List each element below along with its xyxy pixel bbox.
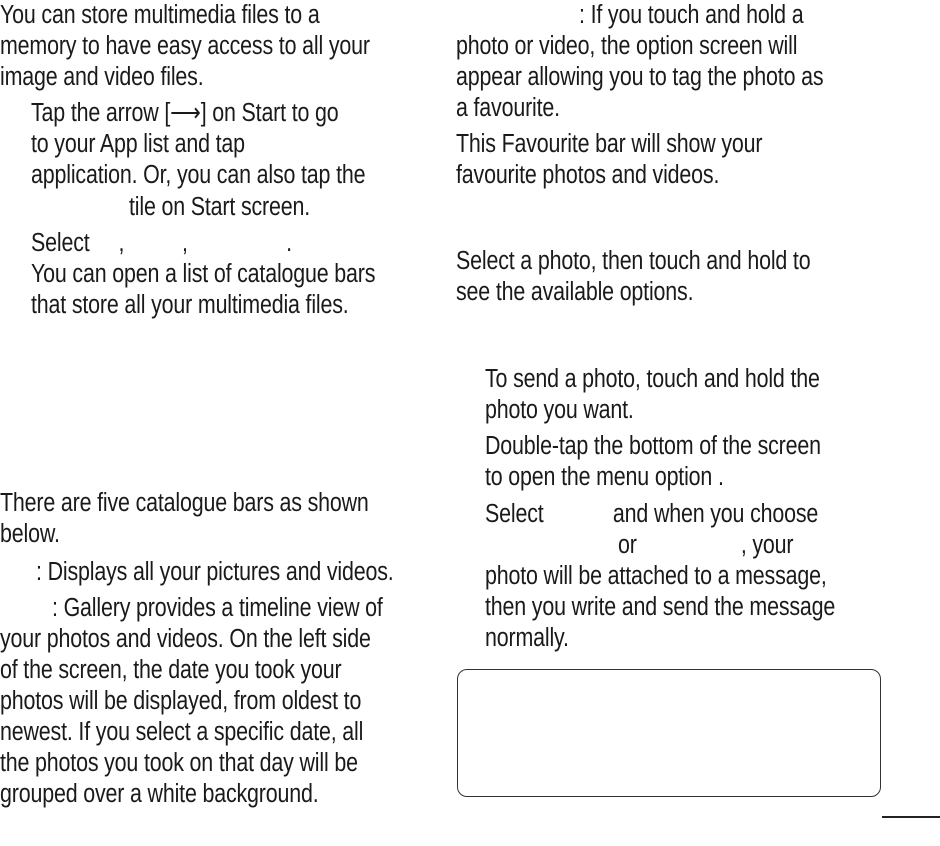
options-text: Select a photo, then touch and hold to	[456, 247, 811, 275]
date-bar-description: your photos and videos. On the left side	[0, 625, 371, 653]
send-step3-line: then you write and send the message	[485, 593, 836, 621]
intro-line: image and video files.	[0, 63, 204, 91]
send-step1-line: To send a photo, touch and hold the	[485, 365, 820, 393]
page-number-rule	[882, 816, 940, 818]
send-step2-line: Double-tap the bottom of the screen	[485, 432, 821, 460]
date-bar-description: newest. If you select a specific date, all	[0, 718, 364, 746]
favourite-bar-text: This Favourite bar will show your	[456, 130, 763, 158]
favourite-bar-text: favourite photos and videos.	[456, 161, 720, 189]
step2-line: You can open a list of catalogue bars	[31, 260, 376, 288]
options-text: see the available options.	[456, 278, 694, 306]
step1-line: Tap the arrow [⟶] on Start to go	[31, 99, 339, 127]
favourites-description: photo or video, the option screen will	[456, 32, 798, 60]
step2-line: that store all your multimedia files.	[31, 291, 349, 319]
all-bar-description: : Displays all your pictures and videos.	[36, 558, 394, 586]
date-bar-description: grouped over a white background.	[0, 780, 319, 808]
favourites-description: appear allowing you to tag the photo as	[456, 63, 824, 91]
send-step3-line: or , your	[485, 531, 794, 559]
send-step1-line: photo you want.	[485, 396, 634, 424]
intro-line: memory to have easy access to all your	[0, 32, 370, 60]
date-bar-description: the photos you took on that day will be	[0, 749, 358, 777]
send-step3-line: photo will be attached to a message,	[485, 562, 827, 590]
step2-line: Select , , .	[31, 229, 292, 257]
send-step3-line: Select and when you choose	[485, 500, 819, 528]
catalogue-intro-line: below.	[0, 520, 60, 548]
intro-line: You can store multimedia files to a	[0, 1, 320, 29]
date-bar-description: : Gallery provides a timeline view of	[52, 594, 383, 622]
favourites-description: a favourite.	[456, 94, 560, 122]
send-step3-line: normally.	[485, 624, 569, 652]
date-bar-description: of the screen, the date you took your	[0, 656, 342, 684]
date-bar-description: photos will be displayed, from oldest to	[0, 687, 362, 715]
step1-line: application. Or, you can also tap the	[31, 161, 366, 189]
step1-line: to your App list and tap	[31, 130, 245, 158]
step1-line: tile on Start screen.	[129, 193, 311, 221]
favourites-description: : If you touch and hold a	[579, 1, 804, 29]
send-step2-line: to open the menu option .	[485, 463, 724, 491]
note-box	[457, 669, 881, 797]
catalogue-intro-line: There are five catalogue bars as shown	[0, 489, 369, 517]
